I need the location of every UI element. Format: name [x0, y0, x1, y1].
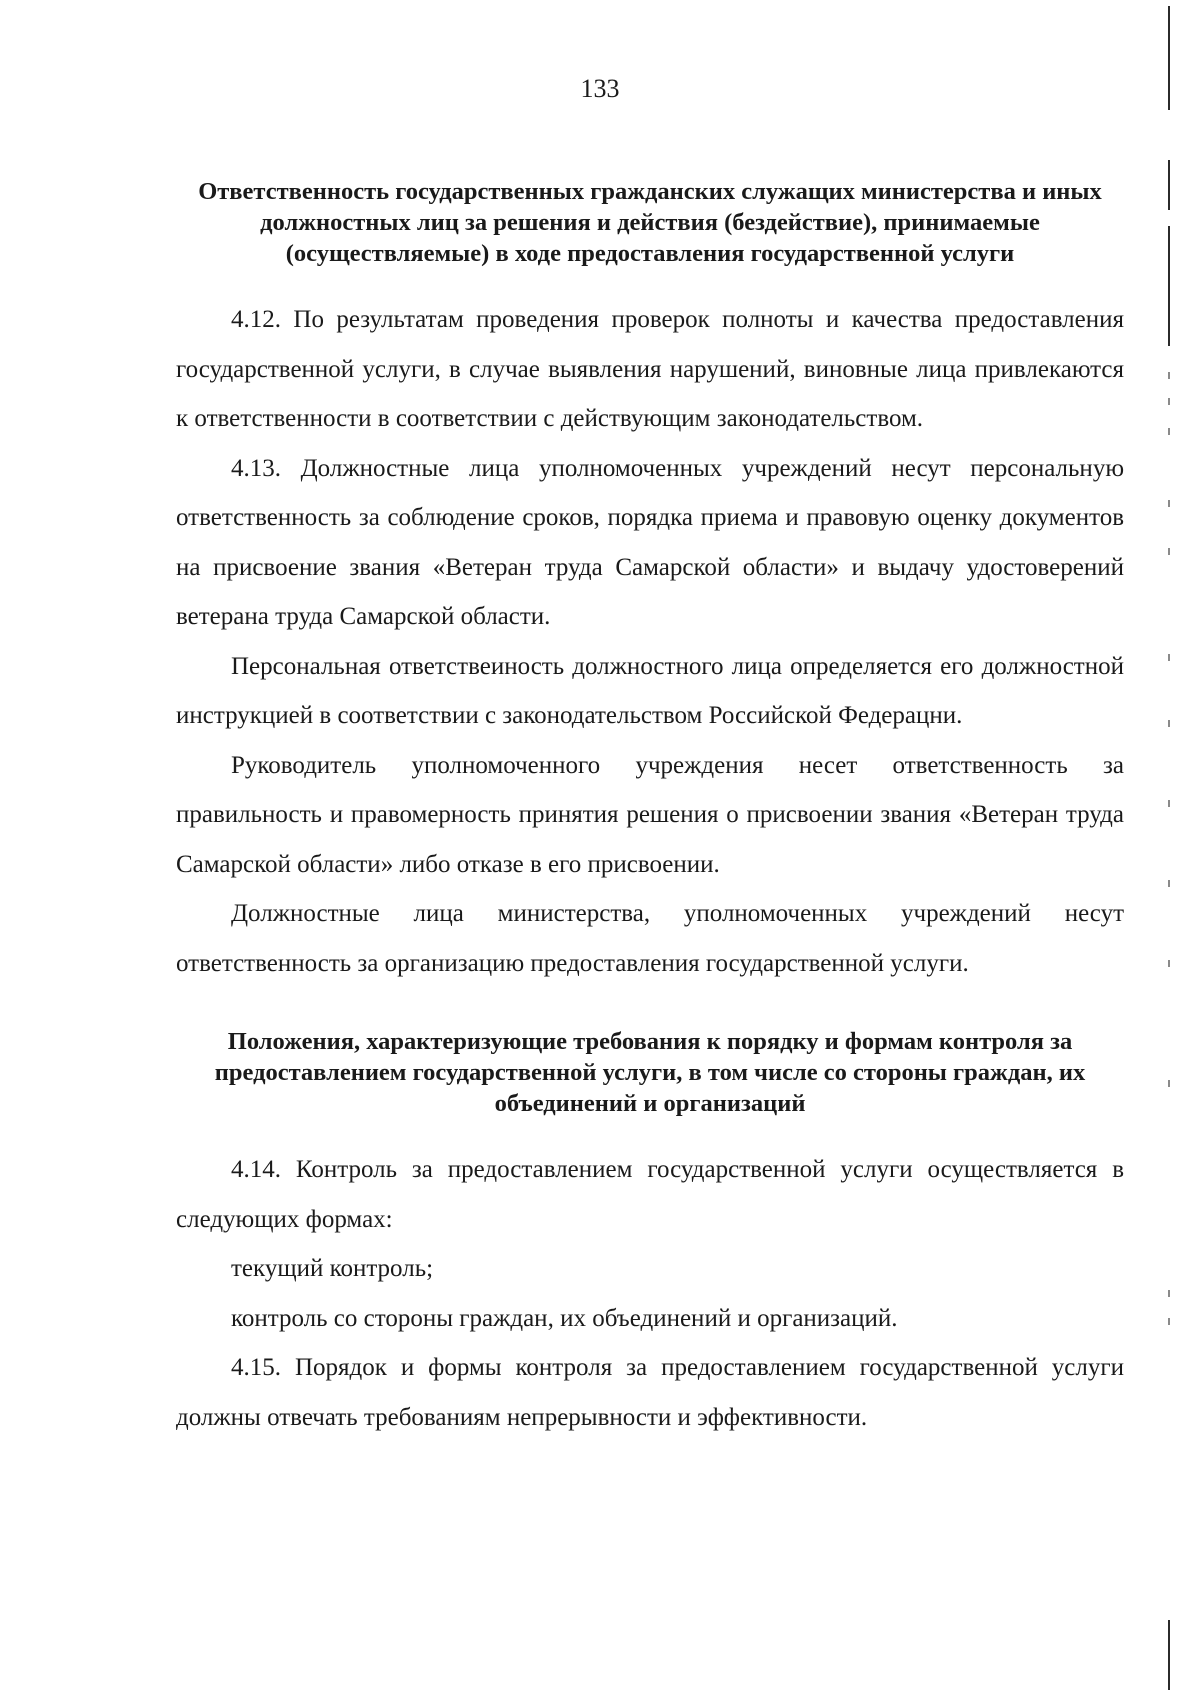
document-body [176, 176, 1124, 1442]
scan-margin-line [1168, 226, 1170, 346]
paragraph-head-responsibility: Руководитель уполномоченного учреждения несет ответственность за правильность и правомерность принятия решения о присвоении звания «Ветеран труда Самарской области» либо отказе в его присвоении. [176, 751, 1124, 878]
section-heading-control: Положения, характеризующие требования к порядку и формам контроля за предоставлением государственной услуги, в том числе со стороны граждан, их объединений и организаций [214, 1028, 1086, 1117]
paragraph-4-14: 4.14. Контроль за предоставлением государственной услуги осуществляется в следующих формах: [176, 1156, 1124, 1233]
scan-margin-dot [1168, 548, 1170, 555]
scan-margin-dot [1168, 720, 1170, 727]
list-item-current-control: текущий контроль; [231, 1255, 434, 1282]
scan-margin-line [1168, 1620, 1170, 1690]
scan-margin-dot [1168, 654, 1170, 661]
scan-margin-dot [1168, 880, 1170, 887]
scan-margin-dot [1168, 1318, 1170, 1325]
page-number: 133 [580, 74, 620, 103]
paragraph-4-15: 4.15. Порядок и формы контроля за предоставлением государственной услуги должны отвечать требованиям непрерывности и эффективности. [176, 1354, 1124, 1431]
scan-margin-dot [1168, 398, 1170, 405]
paragraph-officials-responsibility: Должностные лица министерства, уполномоченных учреждений несут ответственность за организацию предоставления государственной услуги. [176, 900, 1124, 977]
scan-margin-line [1168, 160, 1170, 210]
paragraph-4-13: 4.13. Должностные лица уполномоченных учреждений несут персональную ответственность за соблюдение сроков, порядка приема и правовую оценку документов на присвоение звания «Ветеран труда Самарской области» и выдачу удостоверений ветерана труда Самарской области. [176, 454, 1124, 630]
scan-margin-dot [1168, 1290, 1170, 1297]
scan-margin-dot [1168, 500, 1170, 507]
section-heading-responsibility: Ответственность государственных гражданских служащих министерства и иных должностных лиц за решения и действия (бездействие), принимаемые (осуществляемые) в ходе предоставления государственной услуги [198, 178, 1102, 267]
scan-margin-dot [1168, 960, 1170, 967]
scan-margin-dot [1168, 428, 1170, 435]
list-item-citizen-control: контроль со стороны граждан, их объединений и организаций. [231, 1304, 898, 1332]
scan-margin-dot [1168, 372, 1170, 379]
paragraph-personal-responsibility: Персональная ответствеиность должностного лица определяется его должностной инструкцией в соответствии с законодательством Российской Федерацни. [176, 652, 1124, 729]
scan-margin-dot [1168, 1080, 1170, 1087]
scan-margin-dot [1168, 800, 1170, 807]
paragraph-4-12: 4.12. По результатам проведения проверок полноты и качества предоставления государственной услуги, в случае выявления нарушений, виновные лица привлекаются к ответственности в соответствии с действующим законодательством. [176, 306, 1124, 432]
